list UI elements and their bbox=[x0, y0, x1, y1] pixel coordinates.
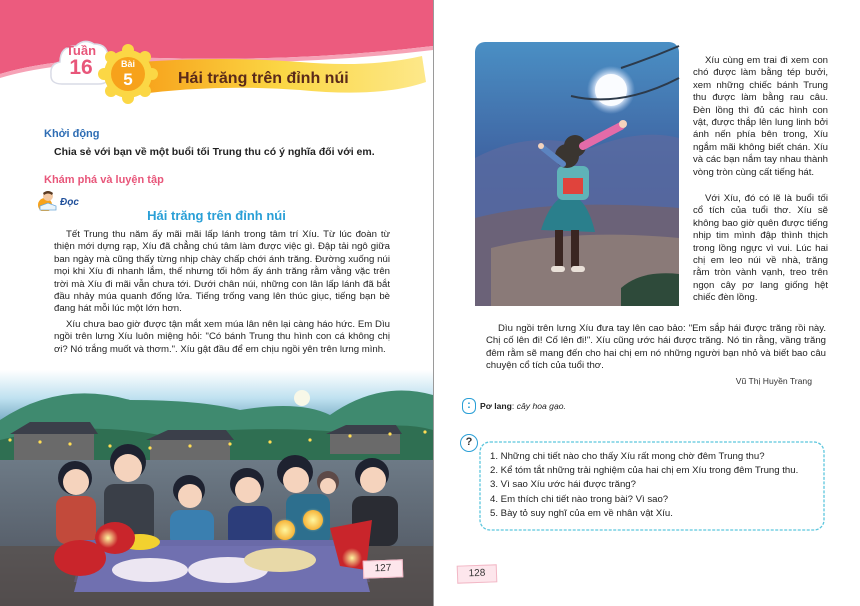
lesson-title: Hái trăng trên đỉnh núi bbox=[178, 70, 349, 87]
question-item: 3. Vì sao Xíu ước hái được trăng? bbox=[490, 479, 636, 491]
lesson-badge bbox=[110, 60, 146, 88]
right-paragraph-2: Với Xíu, đó có lẽ là buổi tối cổ tích của tuổi thơ. Xíu sẽ không bao giờ quên được tiếng nhịp tim mình đập thình thịch trong lồng ngực vì vui. Lúc hai chị em leo núi về nhà, trăng rằm tròn vành vạnh, treo trên ngọn cây pơ lang giống hệt chiếc đèn lồng. bbox=[693, 193, 828, 304]
question-item: 4. Em thích chi tiết nào trong bài? Vì sao? bbox=[490, 493, 669, 505]
right-paragraph-3: Dìu ngồi trên lưng Xíu đưa tay lên cao bảo: "Em sắp hái được trăng rồi này. Chị cố lên đi! Cố lên đi!". Xíu cũng ước hái được trăng. Nó tin rằng, vầng trăng đêm rằm sẽ mang đến cho hai chị em nó những người bạn nhỏ và biết bao câu chuyện cổ tích của tuổi thơ. bbox=[486, 323, 826, 372]
sisters-reaching-for-moon-illustration bbox=[471, 38, 683, 310]
questions-list bbox=[490, 450, 798, 521]
week-label: Tuần bbox=[65, 43, 97, 58]
story-paragraph-2: Xíu chưa bao giờ được tận mắt xem múa lân nên lại càng háo hức. Em Dìu ngồi trên lưng Xíu luôn miệng hỏi: "Có bánh Trung thu hình con cá không chị ơi? Nó trắng muốt và thơm.". Xíu gật đầu để em chịu ngồi yên trên lưng mình. bbox=[54, 319, 390, 355]
story-title: Hái trăng trên đỉnh núi bbox=[147, 208, 286, 223]
glossary-note: Pơ lang: cây hoa gạo. bbox=[480, 401, 566, 411]
author-name: Vũ Thị Huyền Trang bbox=[735, 376, 812, 386]
warmup-heading: Khởi động bbox=[44, 128, 100, 140]
question-mark-icon: ? bbox=[460, 434, 478, 452]
question-item: 5. Bày tỏ suy nghĩ của em về nhân vật Xíu. bbox=[490, 507, 673, 519]
story-paragraph-1: Tết Trung thu năm ấy mãi mãi lấp lánh trong tâm trí Xíu. Từ lúc đoàn từ thiện mới dựng rạp, Xíu đã chẳng chú tâm làm được việc gì. Đập tải ngô giữa ban ngày mà cũng thấy từng nhịp chày chấp chới ánh trăng. Đường xuống núi mọi khi Xíu đi nhanh lắm, thế nhưng tối hôm ấy ánh trăng rằm vằng vặc trên trời mà Xíu đi mãi vẫn chưa tới. Dưới chân núi, những con lân lấp lánh đã bắt đầu nhảy múa quanh đống lửa. Tiếng trống vang lên thúc giục, tiếng bạn bè đang hát mỗi lúc một lớn hơn. bbox=[54, 229, 390, 315]
lesson-number: 5 bbox=[123, 70, 133, 89]
glossary-colon-icon: : bbox=[462, 398, 476, 414]
page-number-127: 127 bbox=[363, 559, 404, 578]
question-item: 2. Kể tóm tắt những trải nghiệm của hai chị em Xíu trong đêm Trung thu. bbox=[490, 465, 799, 477]
right-paragraph-1: Xíu cùng em trai đi xem con chó được làm bằng tép bưởi, xem những chiếc bánh Trung thu được làm bằng rau câu. Đèn lồng thì đủ các hình con vật, được thắp lên lung linh bởi ánh nến phía bên trong, Xíu ngắm mãi không biết chán. Xíu và các bạn nắm tay nhau thành vòng tròn cùng cất tiếng hát. bbox=[693, 55, 828, 178]
explore-heading: Khám phá và luyện tập bbox=[44, 174, 164, 186]
glossary-term: Pơ lang bbox=[480, 401, 512, 411]
glossary-definition: cây hoa gạo. bbox=[516, 401, 566, 411]
warmup-prompt: Chia sẻ với bạn về một buổi tối Trung thu có ý nghĩa đối với em. bbox=[54, 146, 375, 158]
page-number-128: 128 bbox=[457, 564, 498, 583]
question-item: 1. Những chi tiết nào cho thấy Xíu rất mong chờ đêm Trung thu? bbox=[490, 451, 765, 462]
week-number: 16 bbox=[69, 56, 93, 79]
lesson-label: Bài bbox=[120, 59, 135, 69]
read-label: Đọc bbox=[60, 197, 79, 208]
